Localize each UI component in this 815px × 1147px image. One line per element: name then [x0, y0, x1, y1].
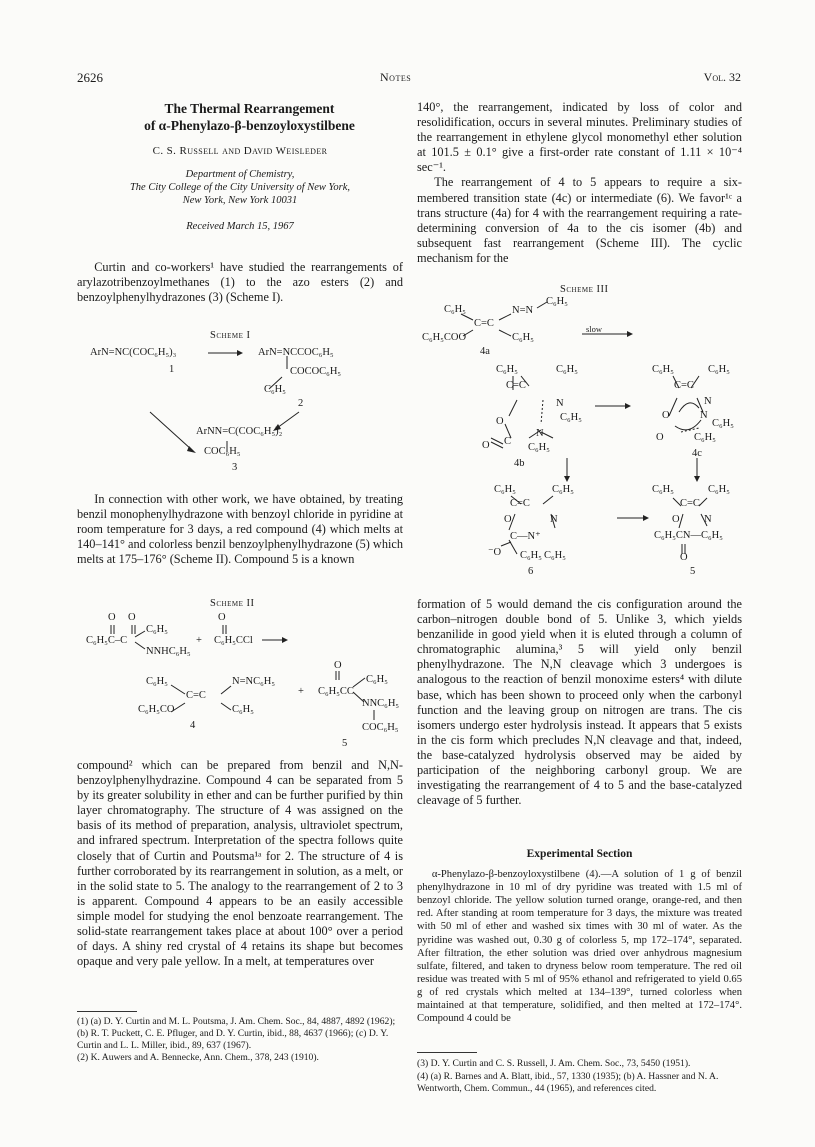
s3-4c-phenyl1: C₆H₅	[652, 364, 674, 375]
s3-5-phenyl2: C₆H₅	[708, 484, 730, 495]
right-para-1: 140°, the rearrangement, indicated by loss of color and resolidification, occurs in several minutes. Preliminary studies of the rearrangement in ethylene glycol monomethyl ether solution at 101.5 ± 0.1° give a first-order rate constant of 1.11 × 10⁻⁴ sec⁻¹. The rearrangement of 4 to 5 appears to require a six-membered transition state (4c) or intermediate (6). We favor¹ᶜ a trans structure (4a) for 4 with the rearrangement requiring a rate-determining conversion of 4a to the cis isomer (4b) and subsequent fast rearrangement (Scheme III). The cyclic mechanism for the	[417, 100, 742, 265]
s3-4b-o: O	[496, 416, 504, 427]
label-1: 1	[169, 364, 175, 375]
scheme-3-label: Scheme III	[560, 284, 609, 295]
benzil-phenylhydrazone: C₆H₅C–C	[86, 635, 128, 646]
s3-label-6: 6	[528, 566, 534, 577]
s3-label-4b: 4b	[514, 458, 525, 469]
s3-4b-o2: O	[482, 440, 490, 451]
compound-2: ArN=NCCOC₆H₅	[258, 347, 334, 358]
compound5-o1: O	[334, 660, 342, 671]
benzil-sub-nnh: NNHC₆H₅	[146, 646, 191, 657]
s3-6-phenyl2: C₆H₅	[552, 484, 574, 495]
s3-4c-n2: N	[700, 410, 708, 421]
s3-4b-c: C	[504, 436, 512, 447]
affiliation-line2: The City College of the City University of New York,	[129, 182, 351, 194]
s3-4c-phenyl3: C₆H₅	[712, 418, 734, 429]
s3-5-n: N	[704, 514, 712, 525]
compound4-right-phenyl: C₆H₅	[232, 704, 254, 715]
compound5-coc: COC₆H₅	[362, 722, 399, 733]
s3-6-ominus: ⁻O	[488, 547, 502, 558]
s3-4b-phenyl1: C₆H₅	[496, 364, 518, 375]
volume-label: Vol. 32	[703, 70, 741, 84]
s3-label-5: 5	[690, 566, 696, 577]
compound5-phenyl: C₆H₅	[366, 674, 388, 685]
compound-3-sub: COC₆H₅	[204, 446, 241, 457]
s3-4a-benzoyloxy: C₆H₅COO	[422, 332, 467, 343]
s3-4a-phenyl3: C₆H₅	[512, 332, 534, 343]
authors: C. S. Russell and David Weisleder	[152, 145, 328, 157]
s3-4b-cc: C=C	[506, 380, 526, 391]
s3-4c-o2: O	[656, 432, 664, 443]
s3-4a-cc: C=C	[474, 318, 494, 329]
footnote-4: (4) (a) R. Barnes and A. Blatt, ibid., 57, 1330 (1935); (b) A. Hassner and N. A. Wentworth, Chem. Commun., 44 (1965), and references cited.	[417, 1071, 719, 1094]
s3-4c-cc: C=C	[674, 380, 694, 391]
s3-4b-n1: N	[556, 398, 564, 409]
benzoyl-chloride: C₆H₅CCl	[214, 635, 253, 646]
scheme-2-label: Scheme II	[210, 598, 255, 609]
label-2: 2	[298, 398, 304, 409]
footnote-rule-right	[417, 1052, 477, 1053]
received-date: Received March 15, 1967	[186, 221, 294, 233]
compound4-top-phenyl: C₆H₅	[146, 676, 168, 687]
left-para-3: compound² which can be prepared from benzil and N,N-benzoylphenylhydrazine. Compound 4 can be separated from 5 by its greater solubility in ether and can be further purified by thin layer chromatography. The structure of 4 was assigned on the basis of its method of preparation, analysis, ultraviolet spectrum, and infrared spectrum. Interpretation of the spectra follows quite closely that of Curtin and Poutsma¹ᵃ for 2. The structure of 4 is further corroborated by its rearrangement in solution, as a melt, or in the solid state to 5. The analogy to the rearrangement of 2 to 3 is apparent. Compound 4 appears to be an easily accessible simple model for studying the enol benzoate rearrangement. The solid-state rearrangement takes place at about 100° over a period of days. A shiny red crystal of 4 retains its shape but becomes opaque and very pale yellow. In a melt, at temperatures over	[77, 758, 403, 969]
affiliation-line3: New York, New York 10031	[182, 195, 298, 207]
compound-2-phenyl: C₆H₅	[264, 384, 286, 395]
s3-4b-phenyl3: C₆H₅	[560, 412, 582, 423]
experimental-para-1: α-Phenylazo-β-benzoyloxystilbene (4).—A solution of 1 g of benzil phenylhydrazone in 10 ml of dry pyridine was treated with 1.5 ml of benzoyl chloride. The yellow solution turned orange, orange-red, and then red. After standing at room temperature for 3 days, the mixture was treated with 50 ml of ether and washed six times with 30 ml of water. As the pyridine was washed out, 0.30 g of colorless 5, mp 172–174°, separated. After filtration, the ether solution was dried over anhydrous magnesium sulfate, filtered, and taken to dryness below room temperature. The red oil residue was treated with 5 ml of 95% ethanol and refrigerated to yield 0.65 g of red crystals which melted at 134–139°, turned colorless when maintained at that temperature, solidified, and then melted at 172–174°. Compound 4 could be	[417, 869, 742, 1025]
s3-5-c6h5cn: C₆H₅CN—C₆H₅	[654, 530, 723, 541]
compound-3: ArNN=C(COC₆H₅)₂	[196, 426, 283, 437]
plus-sign-1: +	[196, 635, 202, 646]
left-para-2: In connection with other work, we have obtained, by treating benzil monophenylhydrazone with benzoyl chloride in pyridine at room temperature for 3 days, a red compound (4) which melts at 140–141° and colorless benzil benzoylphenylhydrazone (5) which melts at 175–176° (Scheme II). Compound 5 is a known	[77, 492, 403, 567]
s3-4b-n2: N	[536, 428, 544, 439]
label-4: 4	[190, 720, 196, 731]
compound-1: ArN=NC(COC₆H₅)₃	[90, 347, 177, 358]
s3-6-cc: C=C	[510, 498, 530, 509]
s3-6-phenyl4: C₆H₅	[544, 550, 566, 561]
compound5-core: C₆H₅CC	[318, 686, 354, 697]
s3-4a-azo: N=N	[512, 305, 534, 316]
s3-6-phenyl3: C₆H₅	[520, 550, 542, 561]
scheme2-o2: O	[128, 612, 136, 623]
compound5-nnc: NNC₆H₅	[362, 698, 400, 709]
s3-4a-phenyl: C₆H₅	[444, 304, 466, 315]
label-5: 5	[342, 738, 348, 749]
experimental-section	[417, 847, 742, 1025]
s3-slow-label: slow	[586, 324, 603, 334]
compound4-benzoyloxy: C₆H₅CO	[138, 704, 175, 715]
s3-4c-phenyl4: C₆H₅	[694, 432, 716, 443]
affiliation-line1: Department of Chemistry,	[185, 169, 295, 181]
s3-5-o: O	[672, 514, 680, 525]
plus-sign-2: +	[298, 686, 304, 697]
scheme-1-diagram	[77, 340, 403, 490]
s3-6-cnplus: C—N⁺	[510, 531, 541, 542]
footnote-1: (1) (a) D. Y. Curtin and M. L. Poutsma, J. Am. Chem. Soc., 84, 4887, 4892 (1962); (b) R. T. Puckett, C. E. Pfluger, and D. Y. Curtin, ibid., 88, 4637 (1966); (c) D. Y. Curtin and L. L. Miller, ibid., 89, 637 (1967).	[77, 1016, 396, 1051]
article-title-line1: The Thermal Rearrangement	[164, 101, 335, 116]
s3-6-n: N	[550, 514, 558, 525]
s3-4c-n1: N	[704, 396, 712, 407]
article-title-line2: of α-Phenylazo-β-benzoyloxystilbene	[144, 118, 355, 133]
running-head: Notes	[380, 70, 412, 84]
compound4-cc: C=C	[186, 690, 206, 701]
s3-4b-phenyl2: C₆H₅	[556, 364, 578, 375]
left-para-1: Curtin and co-workers¹ have studied the rearrangements of arylazotribenzoylmethanes (1) to the azo esters (2) and benzoylphenylhydrazones (3) (Scheme I).	[77, 260, 403, 305]
s3-4b-phenyl4: C₆H₅	[528, 442, 550, 453]
benzil-sub-phenyl: C₆H₅	[146, 624, 168, 635]
s3-4c-phenyl2: C₆H₅	[708, 364, 730, 375]
page-number: 2626	[77, 70, 103, 85]
s3-6-phenyl1: C₆H₅	[494, 484, 516, 495]
scheme2-o3: O	[218, 612, 226, 623]
compound4-azo: N=NC₆H₅	[232, 676, 275, 687]
right-para-3: formation of 5 would demand the cis configuration around the carbon–nitrogen double bond of 5. Unlike 3, which yields benzanilide in good yield when it is eluted through a column of chromatographic alumina,³ 5 will yield only benzil phenylhydrazone. The N,N cleavage which 3 undergoes is analogous to the reaction of benzil monoxime esters⁴ with dilute base, which has been shown to proceed only when the carbonyl function and the leaving group on nitrogen are trans. The cis isomers undergo ester hydrolysis instead. It appears that 5 exists in the cis form which precludes N,N cleavage and that, indeed, the base-catalyzed hydrolysis observed may be aided by participation of the neighboring carbonyl group. We are investigating the rearrangement of 4 to 5 and the base-catalyzed cleavage of 5 further.	[417, 597, 742, 808]
s3-5-cc: C=C	[680, 498, 700, 509]
s3-label-4a: 4a	[480, 346, 490, 357]
s3-4a-phenyl2: C₆H₅	[546, 296, 568, 307]
title-block	[77, 100, 403, 234]
s3-label-4c: 4c	[692, 448, 702, 459]
footnote-rule-left	[77, 1011, 137, 1012]
s3-4c-o: O	[662, 410, 670, 421]
scheme-1-label: Scheme I	[210, 330, 251, 341]
s3-6-o: O	[504, 514, 512, 525]
compound-2-sub: COCOC₆H₅	[290, 366, 342, 377]
scheme2-o1: O	[108, 612, 116, 623]
experimental-heading: Experimental Section	[526, 848, 633, 860]
label-3: 3	[232, 462, 238, 473]
footnote-3: (3) D. Y. Curtin and C. S. Russell, J. Am. Chem. Soc., 73, 5450 (1951).	[417, 1058, 691, 1069]
s3-5-phenyl1: C₆H₅	[652, 484, 674, 495]
footnote-2: (2) K. Auwers and A. Bennecke, Ann. Chem., 378, 243 (1910).	[77, 1052, 319, 1063]
s3-5-o2: O	[680, 552, 688, 563]
